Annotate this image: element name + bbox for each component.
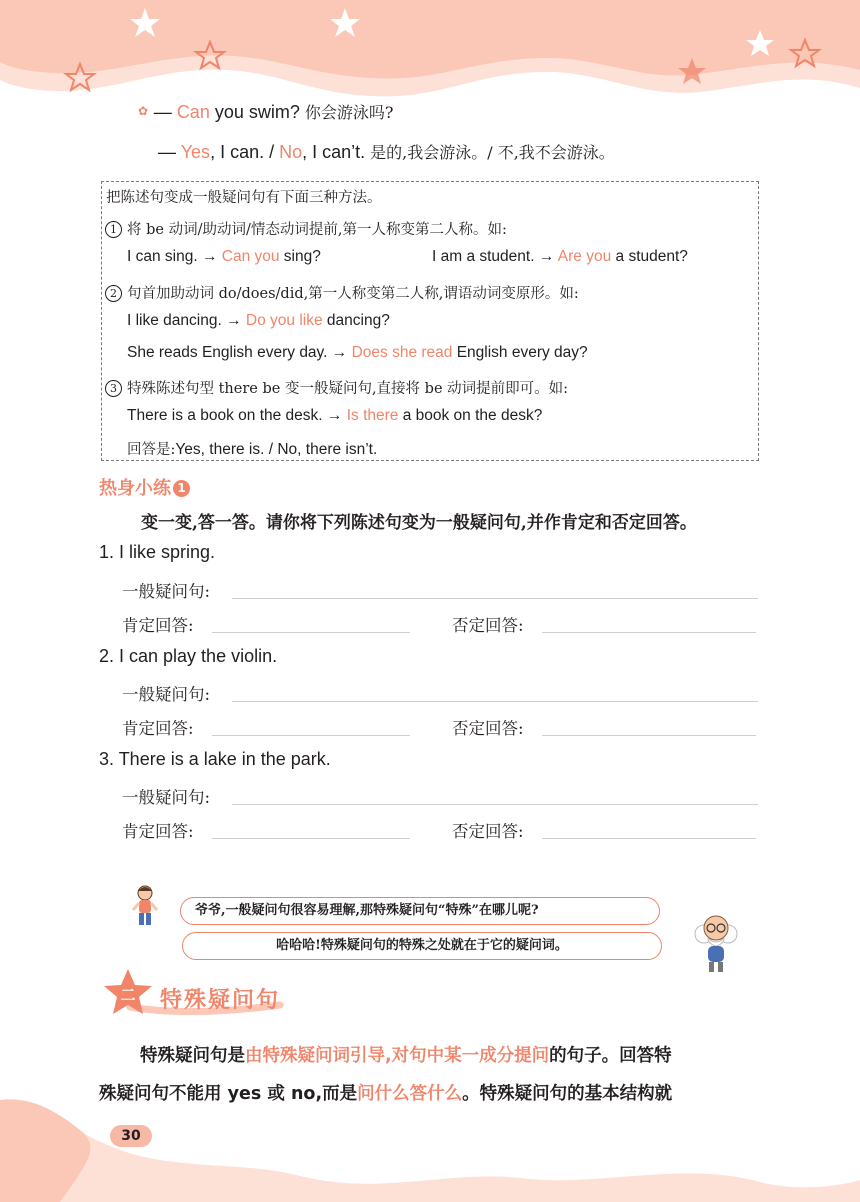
exercise-number-badge: 1 bbox=[173, 480, 190, 497]
answer-line-general[interactable] bbox=[232, 701, 758, 702]
rule-number: 3 bbox=[105, 380, 122, 397]
highlight-can: Can bbox=[176, 102, 210, 122]
general-question-label: 一般疑问句: bbox=[122, 685, 211, 704]
rule-2-example-1: I like dancing. → Do you like dancing? bbox=[127, 312, 390, 329]
answer-line-negative[interactable] bbox=[542, 735, 756, 736]
answer-line-general[interactable] bbox=[232, 598, 758, 599]
rule-number: 2 bbox=[105, 285, 122, 302]
answer-line-negative[interactable] bbox=[542, 632, 756, 633]
rule-text: 将 be 动词/助动词/情态动词提前,第一人称变第二人称。如: bbox=[127, 222, 507, 238]
answer-translation: 是的,我会游泳。/ 不,我不会游泳。 bbox=[370, 143, 615, 162]
highlight: Are you bbox=[557, 248, 612, 265]
dash: — bbox=[158, 142, 181, 162]
page-number: 30 bbox=[110, 1125, 152, 1147]
dialog-line-2 bbox=[158, 140, 615, 163]
positive-answer-label: 肯定回答: bbox=[122, 616, 194, 635]
rules-box bbox=[101, 181, 759, 461]
dialog-line-1 bbox=[138, 100, 393, 123]
question-translation: 你会游泳吗? bbox=[304, 103, 394, 122]
section-title: 特殊疑问句 bbox=[160, 988, 281, 1013]
boy-icon bbox=[130, 884, 160, 930]
rule-3-example-1: There is a book on the desk. → Is there a book on the desk? bbox=[127, 407, 543, 424]
grandpa-speech-bubble: 哈哈哈!特殊疑问句的特殊之处就在于它的疑问词。 bbox=[182, 932, 662, 960]
paragraph-line-2: 殊疑问句不能用 yes 或 no,而是问什么答什么。特殊疑问句的基本结构就 bbox=[99, 1084, 673, 1104]
question-3: 3. There is a lake in the park. bbox=[99, 749, 331, 769]
negative-answer-label: 否定回答: bbox=[452, 616, 524, 635]
boy-speech-bubble: 爷爷,一般疑问句很容易理解,那特殊疑问句“特殊”在哪儿呢? bbox=[180, 897, 660, 925]
highlight: 问什么答什么 bbox=[357, 1084, 463, 1104]
flower-bullet-icon: ✿ bbox=[138, 104, 149, 118]
answer-line-negative[interactable] bbox=[542, 838, 756, 839]
highlight-no: No bbox=[279, 142, 303, 162]
highlight: Do you like bbox=[245, 312, 323, 329]
highlight-yes: Yes bbox=[180, 142, 211, 162]
highlight: Can you bbox=[221, 248, 280, 265]
question-text: you swim? bbox=[209, 102, 305, 122]
highlight: Is there bbox=[346, 407, 399, 424]
top-decor-band bbox=[0, 0, 860, 110]
general-question-label: 一般疑问句: bbox=[122, 582, 211, 601]
general-question-label: 一般疑问句: bbox=[122, 788, 211, 807]
negative-answer-label: 否定回答: bbox=[452, 822, 524, 841]
highlight: Does she read bbox=[351, 344, 453, 361]
positive-answer-label: 肯定回答: bbox=[122, 719, 194, 738]
rule-1 bbox=[105, 218, 507, 239]
question-2: 2. I can play the violin. bbox=[99, 646, 278, 666]
highlight: 由特殊疑问词引导,对句中某一成分提问 bbox=[245, 1046, 550, 1066]
rule-text: 特殊陈述句型 there be 变一般疑问句,直接将 be 动词提前即可。如: bbox=[127, 381, 569, 397]
answer-text: , I can’t. bbox=[302, 142, 371, 162]
paragraph-line-1: 特殊疑问句是由特殊疑问词引导,对句中某一成分提问的句子。回答特 bbox=[140, 1046, 672, 1066]
rules-intro: 把陈述句变成一般疑问句有下面三种方法。 bbox=[106, 190, 382, 206]
rule-text: 句首加助动词 do/does/did,第一人称变第二人称,谓语动词变原形。如: bbox=[127, 286, 579, 302]
rule-2-example-2: She reads English every day. → Does she read English every day? bbox=[127, 344, 588, 361]
rule-3 bbox=[105, 377, 568, 398]
answer-line-positive[interactable] bbox=[212, 838, 410, 839]
rule-3-answer: 回答是:Yes, there is. / No, there isn’t. bbox=[127, 441, 378, 458]
answer-line-general[interactable] bbox=[232, 804, 758, 805]
grandpa-icon bbox=[690, 912, 742, 974]
section-number: 二 bbox=[120, 986, 136, 1004]
answer-line-positive[interactable] bbox=[212, 735, 410, 736]
rule-1-example-1: I can sing. → Can you sing? bbox=[127, 248, 321, 265]
rule-2 bbox=[105, 282, 579, 303]
positive-answer-label: 肯定回答: bbox=[122, 822, 194, 841]
dash: — bbox=[153, 102, 177, 122]
exercise-title: 热身小练 1 bbox=[99, 474, 190, 500]
question-1: 1. I like spring. bbox=[99, 542, 216, 562]
rule-number: 1 bbox=[105, 221, 122, 238]
negative-answer-label: 否定回答: bbox=[452, 719, 524, 738]
answer-line-positive[interactable] bbox=[212, 632, 410, 633]
exercise-instruction: 变一变,答一答。请你将下列陈述句变为一般疑问句,并作肯定和否定回答。 bbox=[141, 513, 697, 533]
answer-text: , I can. / bbox=[210, 142, 280, 162]
rule-1-example-2: I am a student. → Are you a student? bbox=[432, 248, 688, 265]
